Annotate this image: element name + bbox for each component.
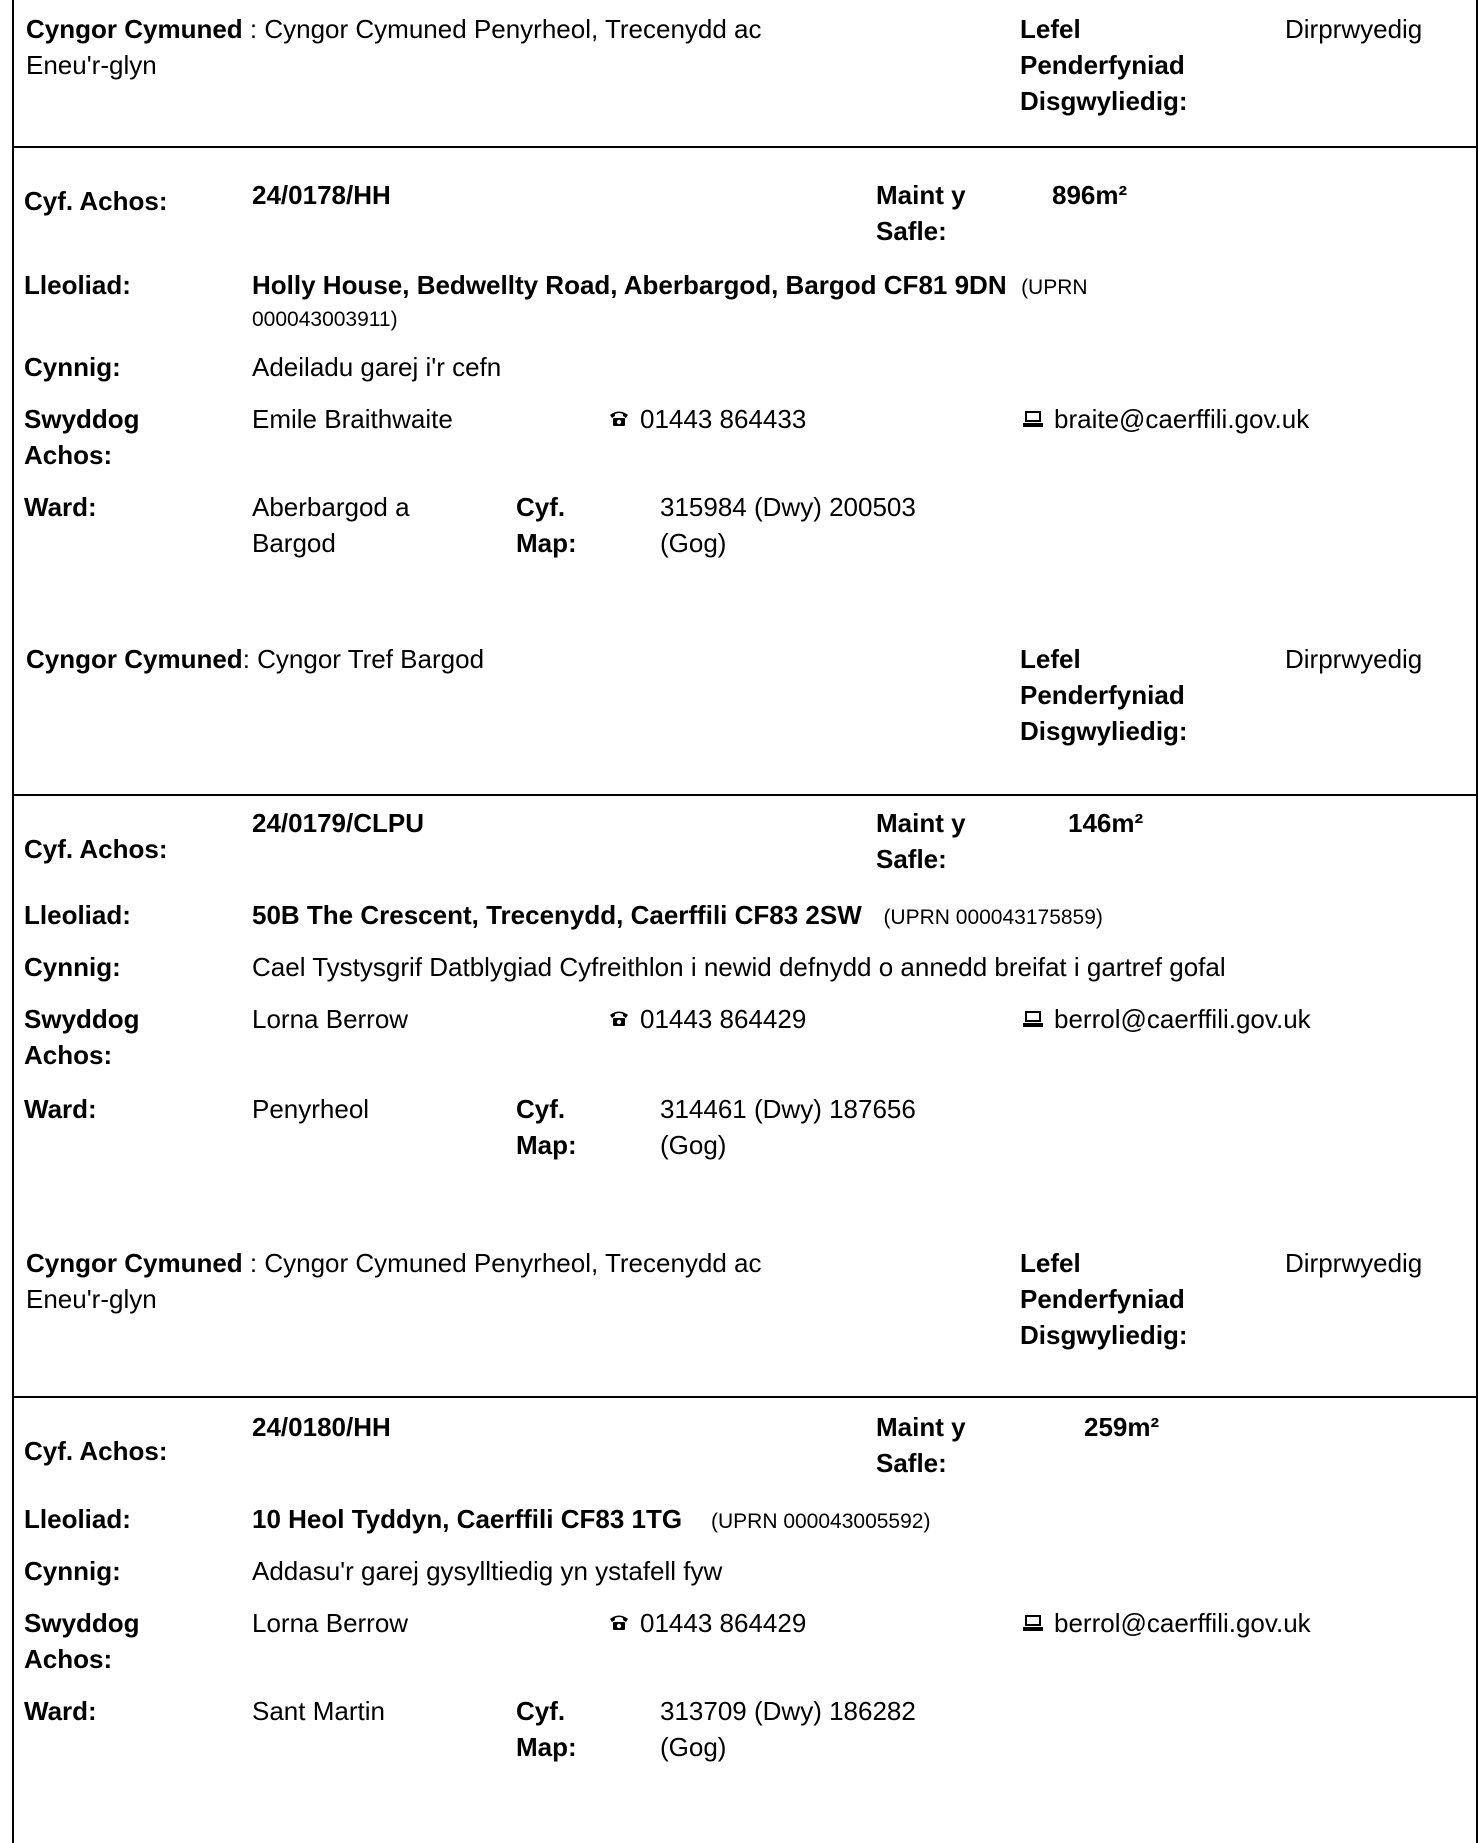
block-divider	[12, 146, 1478, 148]
map-ref-label: Map:	[516, 528, 577, 558]
site-size-label: Maint y	[876, 1412, 966, 1442]
uprn-value: (UPRN 000043175859)	[883, 906, 1103, 929]
location-value: 10 Heol Tyddyn, Caerffili CF83 1TG	[252, 1504, 683, 1534]
ward-label: Ward:	[24, 1094, 97, 1124]
case-officer-label: Achos:	[24, 440, 113, 470]
decision-level-value: Dirprwyedig	[1285, 1248, 1423, 1278]
location-label: Lleoliad:	[24, 1504, 131, 1534]
proposal-value: Adeiladu garej i'r cefn	[252, 352, 502, 382]
case-ref-value: 24/0179/CLPU	[252, 808, 424, 838]
location-line	[252, 270, 1088, 303]
ward-value: Aberbargod a	[252, 492, 410, 522]
map-ref-value-cont: (Gog)	[660, 528, 727, 558]
proposal-label: Cynnig:	[24, 352, 121, 382]
decision-level-label: Lefel	[1020, 14, 1081, 44]
case-officer-label: Achos:	[24, 1644, 113, 1674]
site-size-label: Maint y	[876, 808, 966, 838]
phone-number[interactable]: 01443 864433	[640, 404, 807, 434]
map-ref-label: Map:	[516, 1130, 577, 1160]
decision-level-label: Lefel	[1020, 644, 1081, 674]
case-officer-label: Swyddog	[24, 404, 140, 434]
block-divider	[12, 1396, 1478, 1398]
ward-value: Penyrheol	[252, 1094, 370, 1124]
case-officer-name: Lorna Berrow	[252, 1004, 409, 1034]
uprn-value: (UPRN	[1021, 276, 1088, 299]
location-label: Lleoliad:	[24, 900, 131, 930]
computer-icon	[1022, 1614, 1044, 1632]
case-ref-label: Cyf. Achos:	[24, 1436, 168, 1466]
phone-number[interactable]: 01443 864429	[640, 1004, 807, 1034]
decision-level-label: Penderfyniad	[1020, 50, 1185, 80]
location-line	[252, 1504, 930, 1537]
case-officer-label: Swyddog	[24, 1608, 140, 1638]
proposal-label: Cynnig:	[24, 1556, 121, 1586]
map-ref-label: Cyf.	[516, 1094, 566, 1124]
map-ref-value-cont: (Gog)	[660, 1732, 727, 1762]
case-officer-label: Swyddog	[24, 1004, 140, 1034]
case-ref-label: Cyf. Achos:	[24, 834, 168, 864]
community-council-value: : Cyngor Tref Bargod	[242, 644, 485, 674]
location-value: Holly House, Bedwellty Road, Aberbargod, Bargod CF81 9DN	[252, 270, 1007, 300]
ward-label: Ward:	[24, 492, 97, 522]
map-ref-value: 315984 (Dwy) 200503	[660, 492, 916, 522]
map-ref-label: Cyf.	[516, 492, 566, 522]
ward-label: Ward:	[24, 1696, 97, 1726]
community-council-label: Cyngor Cymuned	[26, 1248, 243, 1278]
email-address[interactable]: berrol@caerffili.gov.uk	[1054, 1004, 1311, 1034]
telephone-icon	[608, 1008, 630, 1028]
planning-applications-list	[12, 0, 1478, 1843]
community-council-line1	[26, 1248, 762, 1278]
site-size-value: 896m²	[1052, 180, 1128, 210]
block-divider	[12, 794, 1478, 796]
frame-left-border	[12, 0, 14, 1843]
telephone-icon	[608, 1612, 630, 1632]
case-ref-label: Cyf. Achos:	[24, 186, 168, 216]
proposal-value: Addasu'r garej gysylltiedig yn ystafell fyw	[252, 1556, 723, 1586]
decision-level-label: Penderfyniad	[1020, 680, 1185, 710]
location-value: 50B The Crescent, Trecenydd, Caerffili CF83 2SW	[252, 900, 862, 930]
community-council-value-cont: Eneu'r-glyn	[26, 1284, 157, 1314]
site-size-value: 259m²	[1084, 1412, 1160, 1442]
frame-right-border	[1476, 0, 1478, 1843]
map-ref-value: 313709 (Dwy) 186282	[660, 1696, 916, 1726]
decision-level-value: Dirprwyedig	[1285, 644, 1423, 674]
community-council-value: : Cyngor Cymuned Penyrheol, Trecenydd ac	[242, 14, 762, 44]
site-size-label: Safle:	[876, 844, 947, 874]
decision-level-label: Disgwyliedig:	[1020, 86, 1188, 116]
case-officer-label: Achos:	[24, 1040, 113, 1070]
map-ref-value: 314461 (Dwy) 187656	[660, 1094, 916, 1124]
computer-icon	[1022, 410, 1044, 428]
email-address[interactable]: berrol@caerffili.gov.uk	[1054, 1608, 1311, 1638]
proposal-value: Cael Tystysgrif Datblygiad Cyfreithlon i newid defnydd o annedd breifat i gartref gofal	[252, 952, 1226, 982]
computer-icon	[1022, 1010, 1044, 1028]
email-address[interactable]: braite@caerffili.gov.uk	[1054, 404, 1310, 434]
map-ref-label: Map:	[516, 1732, 577, 1762]
map-ref-label: Cyf.	[516, 1696, 566, 1726]
site-size-label: Safle:	[876, 1448, 947, 1478]
location-line	[252, 900, 1103, 933]
community-council-value-cont: Eneu'r-glyn	[26, 50, 157, 80]
map-ref-value-cont: (Gog)	[660, 1130, 727, 1160]
case-ref-value: 24/0180/HH	[252, 1412, 391, 1442]
decision-level-label: Disgwyliedig:	[1020, 716, 1188, 746]
site-size-value: 146m²	[1068, 808, 1144, 838]
decision-level-value: Dirprwyedig	[1285, 14, 1423, 44]
proposal-label: Cynnig:	[24, 952, 121, 982]
community-council-label: Cyngor Cymuned	[26, 14, 243, 44]
community-council-line1	[26, 14, 762, 44]
decision-level-label: Disgwyliedig:	[1020, 1320, 1188, 1350]
decision-level-label: Lefel	[1020, 1248, 1081, 1278]
case-officer-name: Lorna Berrow	[252, 1608, 409, 1638]
case-ref-value: 24/0178/HH	[252, 180, 391, 210]
uprn-value: (UPRN 000043005592)	[710, 1510, 931, 1533]
decision-level-label: Penderfyniad	[1020, 1284, 1185, 1314]
site-size-label: Safle:	[876, 216, 947, 246]
ward-value-cont: Bargod	[252, 528, 336, 558]
telephone-icon	[608, 408, 630, 428]
phone-number[interactable]: 01443 864429	[640, 1608, 807, 1638]
site-size-label: Maint y	[876, 180, 966, 210]
location-label: Lleoliad:	[24, 270, 131, 300]
case-officer-name: Emile Braithwaite	[252, 404, 453, 434]
uprn-value-cont: 000043003911)	[252, 308, 398, 331]
community-council-label: Cyngor Cymuned	[26, 644, 243, 674]
community-council-value: : Cyngor Cymuned Penyrheol, Trecenydd ac	[242, 1248, 762, 1278]
ward-value: Sant Martin	[252, 1696, 385, 1726]
community-council-line1	[26, 644, 484, 674]
